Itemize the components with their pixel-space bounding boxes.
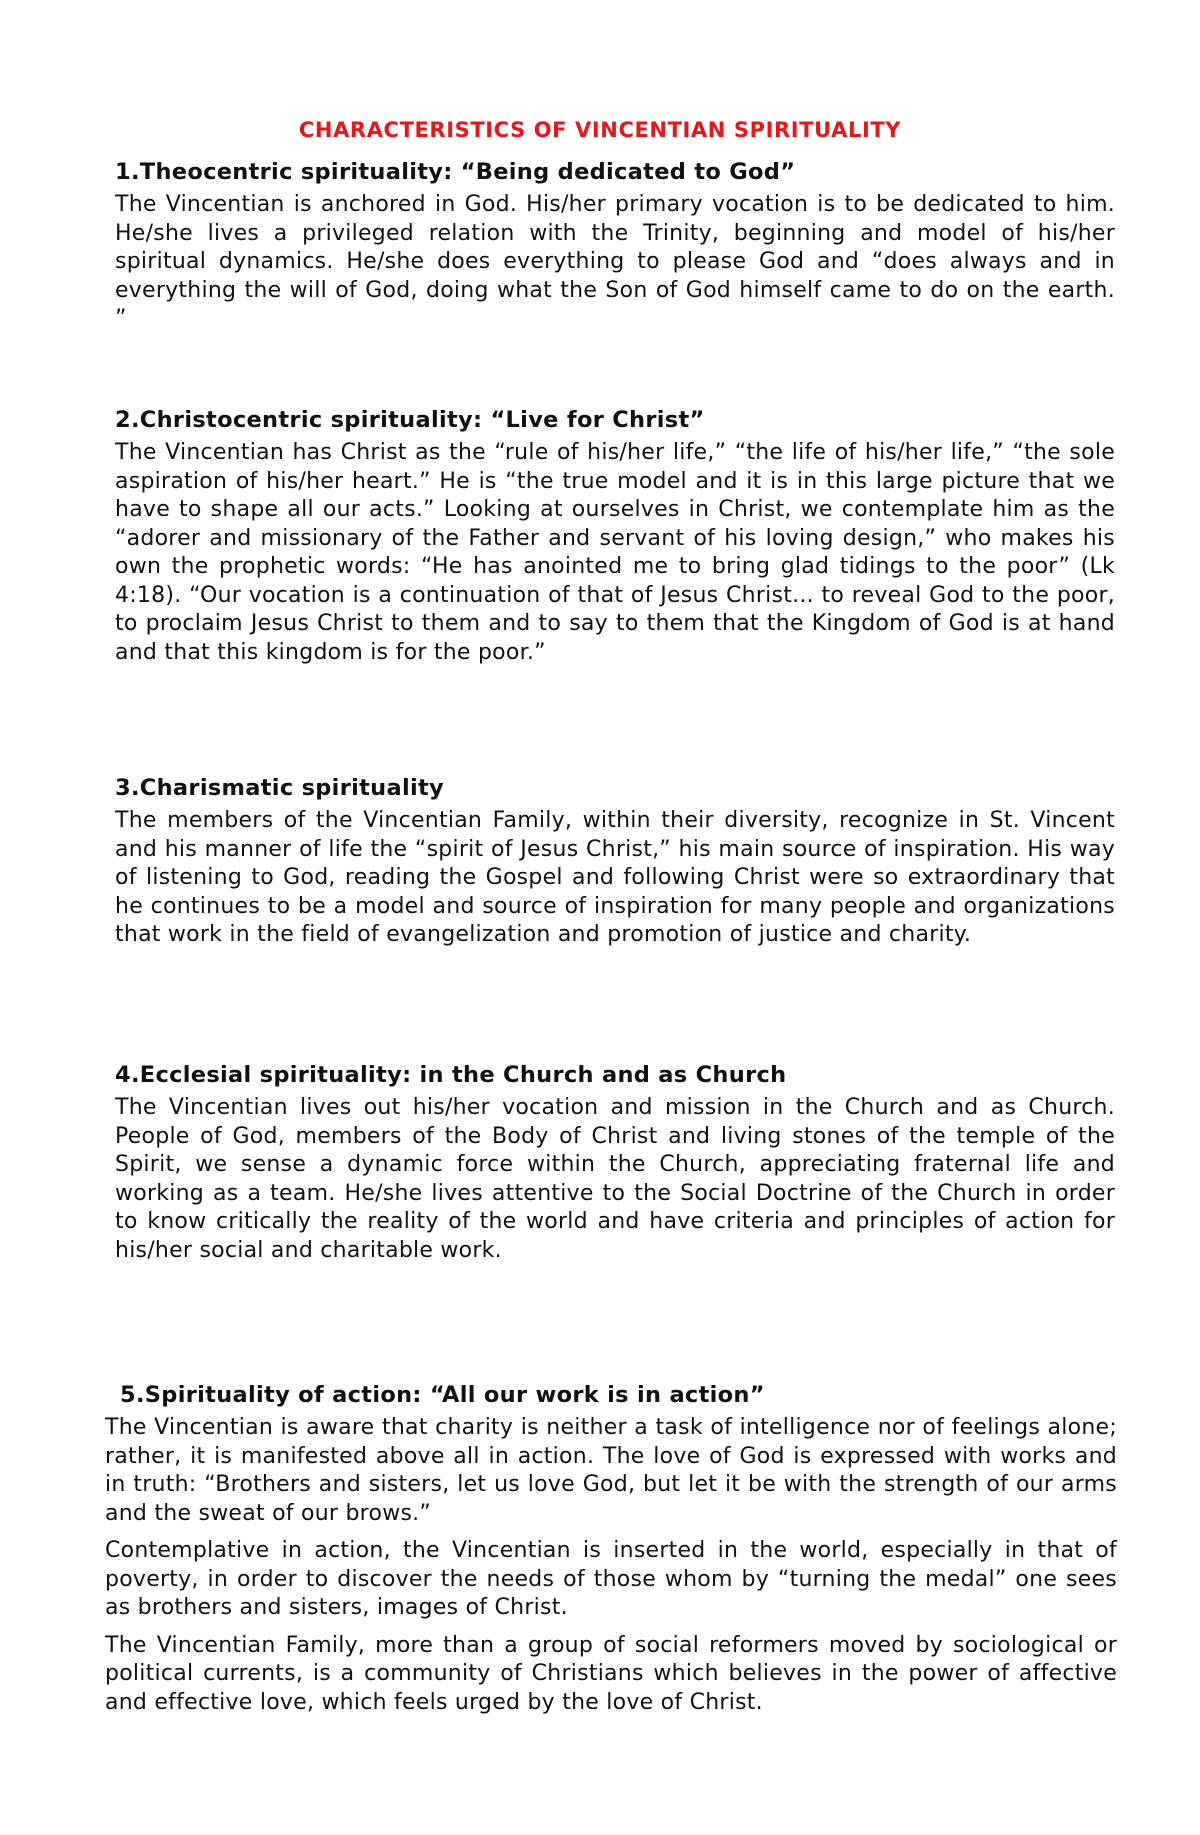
section-paragraph: The Vincentian has Christ as the “rule of his/her life,” “the life of his/her life,” “the sole aspiration of his/her heart.” He is “the true model and it is in this large picture that we have to shape all our acts.” Looking at ourselves in Christ, we contemplate him as the “adorer and missionary of the Father and servant of his loving design,” who makes his own the prophetic words: “He has anointed me to bring glad tidings to the poor” (Lk 4:18). “Our vocation is a continuation of that of Jesus Christ... to reveal God to the poor, to proclaim Jesus Christ to them and to say to them that the Kingdom of God is at hand and that this kingdom is for the poor.” (115, 440, 1115, 665)
section-paragraph: The Vincentian lives out his/her vocation and mission in the Church and as Church. People of God, members of the Body of Christ and living stones of the temple of the Spirit, we sense a dynamic force within the Church, appreciating fraternal life and working as a team. He/she lives attentive to the Social Doctrine of the Church in order to know critically the reality of the world and have criteria and principles of action for his/her social and charitable work. (115, 1095, 1115, 1263)
section-heading: 4.Ecclesial spirituality: in the Church and as Church (115, 1062, 787, 1088)
section-heading: 2.Christocentric spirituality: “Live for Christ” (115, 407, 705, 433)
section-paragraph: The Vincentian is aware that charity is neither a task of intelligence nor of feelings alone; rather, it is manifested above all in action. The love of God is expressed with works and in truth: “Brothers and sisters, let us love God, but let it be with the strength of our arms and the sweat of our brows.” (105, 1415, 1117, 1526)
section-ecclesial (115, 1060, 1115, 1274)
section-paragraph: The Vincentian is anchored in God. His/her primary vocation is to be dedicated to him. He/she lives a privileged relation with the Trinity, beginning and model of his/her spiritual dynamics. He/she does everything to please God and “does always and in everything the will of God, doing what the Son of God himself came to do on the earth. ” (115, 192, 1115, 331)
section-theocentric (115, 157, 1115, 343)
section-charismatic (115, 773, 1115, 959)
section-heading: 3.Charismatic spirituality (115, 775, 445, 801)
section-paragraph: The members of the Vincentian Family, within their diversity, recognize in St. Vincent and his manner of life the “spirit of Jesus Christ,” his main source of inspiration. His way of listening to God, reading the Gospel and following Christ were so extraordinary that he continues to be a model and source of inspiration for many people and organizations that work in the field of evangelization and promotion of justice and charity. (115, 808, 1115, 947)
section-heading: 5.Spirituality of action: “All our work is in action” (120, 1382, 765, 1408)
section-paragraph: Contemplative in action, the Vincentian is inserted in the world, especially in that of poverty, in order to discover the needs of those whom by “turning the medal” one sees as brothers and sisters, images of Christ. (105, 1538, 1117, 1620)
section-paragraph: The Vincentian Family, more than a group of social reformers moved by sociological or political currents, is a community of Christians which believes in the power of affective and effective love, which feels urged by the love of Christ. (105, 1632, 1117, 1715)
section-christocentric (115, 405, 1115, 676)
section-action (105, 1380, 1117, 1726)
section-heading: 1.Theocentric spirituality: “Being dedicated to God” (115, 159, 796, 185)
document-title: CHARACTERISTICS OF VINCENTIAN SPIRITUALITY (298, 118, 902, 142)
